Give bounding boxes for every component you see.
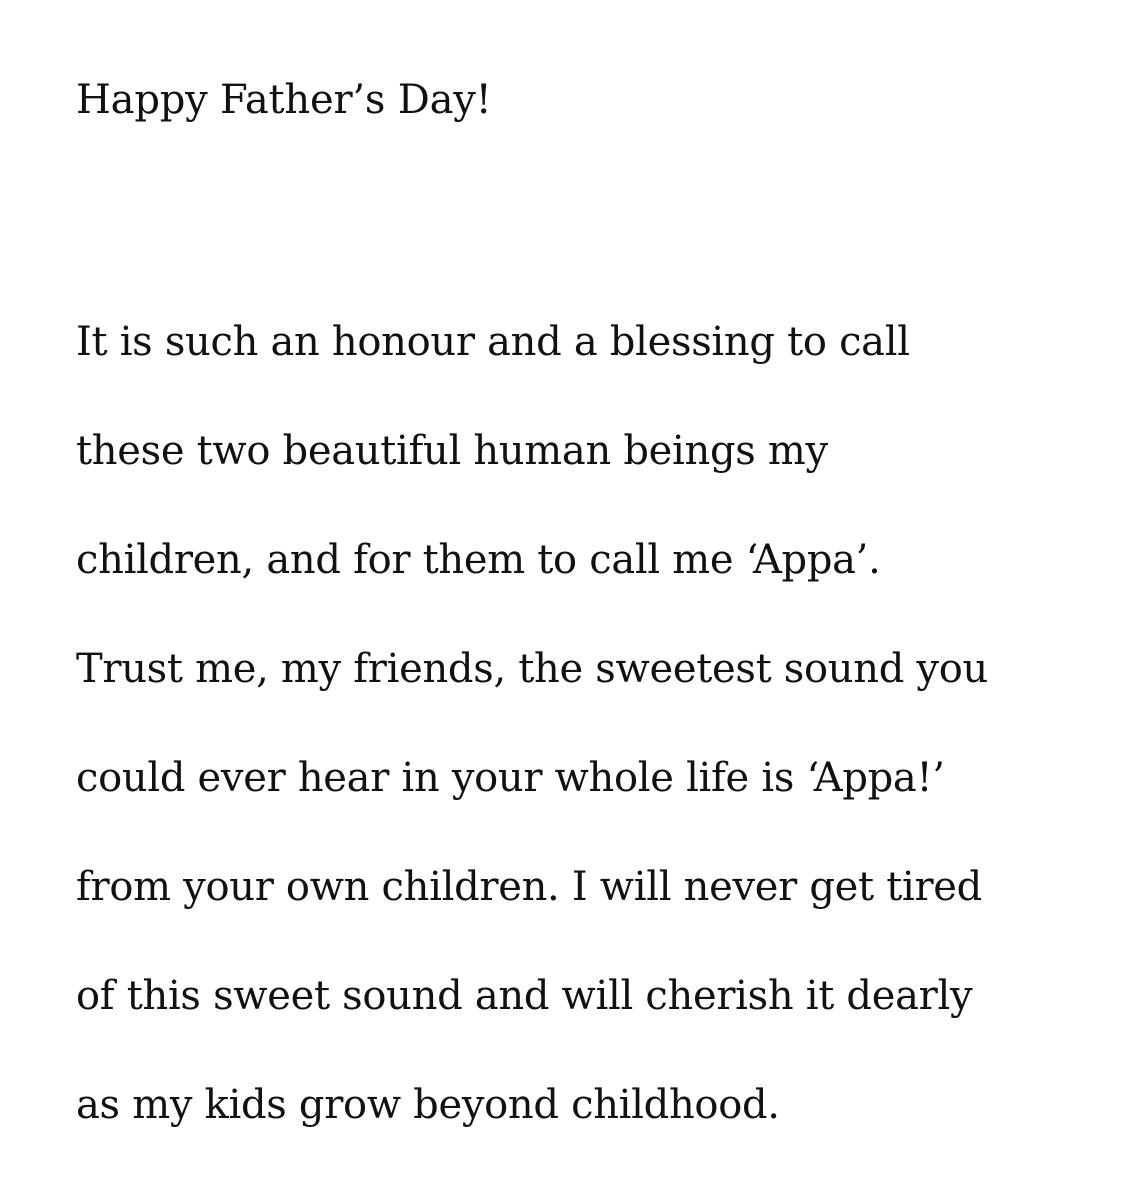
paragraph-line: as my kids grow beyond childhood. [76,1082,780,1128]
paragraph-line: Trust me, my friends, the sweetest sound you [76,646,988,692]
paragraph-line: could ever hear in your whole life is ‘Appa!’ [76,755,945,801]
paragraph-line: It is such an honour and a blessing to call [76,319,910,365]
paragraph-line: of this sweet sound and will cherish it dearly [76,973,973,1019]
paragraph-line: children, and for them to call me ‘Appa’. [76,537,881,583]
message-paragraph [76,288,988,1160]
paragraph-line: these two beautiful human beings my [76,428,828,474]
greeting-heading: Happy Father’s Day! [76,77,492,123]
paragraph-line: from your own children. I will never get tired [76,864,982,910]
